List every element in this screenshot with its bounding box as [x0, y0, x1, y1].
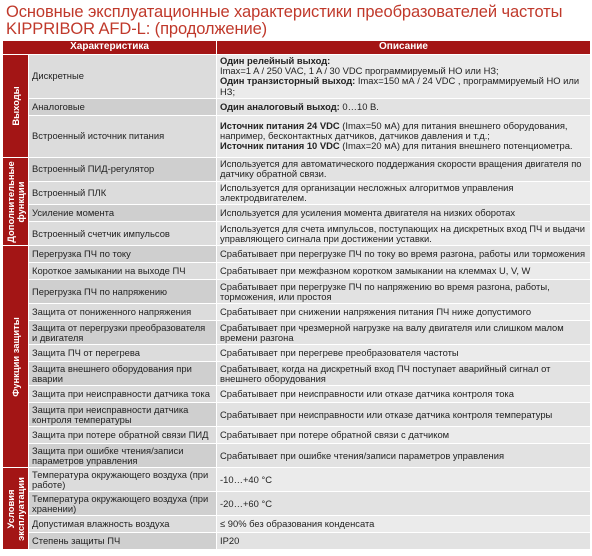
specs-table	[2, 40, 591, 550]
row-name: Перегрузка ПЧ по напряжению	[29, 280, 217, 304]
row-name: Температура окружающего воздуха (при хранении)	[29, 492, 217, 516]
header-description: Описание	[217, 41, 591, 55]
row-name: Защита при неисправности датчика тока	[29, 386, 217, 403]
row-desc: Срабатывает при ошибке чтения/записи параметров управления	[217, 444, 591, 468]
table-row	[3, 304, 591, 321]
row-desc: Используется для счета импульсов, поступающих на дискретных вход ПЧ и выдачи управляющего сигнала при достижении уставки.	[217, 222, 591, 246]
row-name: Защита внешнего оборудования при аварии	[29, 362, 217, 386]
group-label-extra-functions	[6, 161, 26, 242]
table-row	[3, 222, 591, 246]
row-desc: Срабатывает при перегрузке ПЧ по току во время разгона, работы или торможения	[217, 246, 591, 263]
header-characteristic: Характеристика	[3, 41, 217, 55]
table-row	[3, 516, 591, 533]
table-row	[3, 492, 591, 516]
row-name: Встроенный ПИД-регулятор	[29, 157, 217, 181]
table-row	[3, 468, 591, 492]
table-header-row	[3, 41, 591, 55]
group-label-line: Условия	[4, 489, 16, 529]
row-desc: Срабатывает, когда на дискретный вход ПЧ поступает аварийный сигнал от внешнего оборудования	[217, 362, 591, 386]
group-label-outputs: Выходы	[9, 86, 21, 126]
row-name: Степень защиты ПЧ	[29, 533, 217, 550]
table-row	[3, 115, 591, 157]
row-desc	[217, 55, 591, 99]
row-desc: -20…+60 °С	[217, 492, 591, 516]
table-row	[3, 205, 591, 222]
row-name: Защита от пониженного напряжения	[29, 304, 217, 321]
row-name: Перегрузка ПЧ по току	[29, 246, 217, 263]
row-desc: Срабатывает при потере обратной связи с датчиком	[217, 427, 591, 444]
group-label-protection: Функции защиты	[9, 316, 21, 397]
table-row	[3, 427, 591, 444]
group-label-line: функции	[14, 181, 26, 222]
table-row	[3, 321, 591, 345]
row-desc: Срабатывает при межфазном коротком замыкании на клеммах U, V, W	[217, 263, 591, 280]
table-row	[3, 280, 591, 304]
row-desc: Используется для усиления момента двигателя на низких оборотах	[217, 205, 591, 222]
row-desc-bold: Один аналоговый выход:	[220, 100, 340, 112]
table-row	[3, 362, 591, 386]
row-desc: Срабатывает при перегреве преобразователя частоты	[217, 345, 591, 362]
row-desc: Срабатывает при перегрузке ПЧ по напряжению во время разгона, работы, торможения, или простоя	[217, 280, 591, 304]
row-desc: Используется для автоматического поддержания скорости вращения двигателя по датчику обратной связи.	[217, 157, 591, 181]
page-title: Основные эксплуатационные характеристики преобразователей частоты KIPPRIBOR AFD-L: (продолжение)	[6, 3, 563, 38]
table-row	[3, 157, 591, 181]
row-name: Короткое замыкании на выходе ПЧ	[29, 263, 217, 280]
row-desc: Срабатывает при неисправности или отказе датчика контроля температуры	[217, 403, 591, 427]
row-name: Температура окружающего воздуха (при работе)	[29, 468, 217, 492]
row-desc: Используется для организации несложных алгоритмов управления электродвигателем.	[217, 181, 591, 204]
row-desc: Срабатывает при неисправности или отказе датчика контроля тока	[217, 386, 591, 403]
row-name: Дискретные	[29, 55, 217, 99]
row-desc: Срабатывает при снижении напряжения питания ПЧ ниже допустимого	[217, 304, 591, 321]
row-desc: -10…+40 °С	[217, 468, 591, 492]
group-extra-functions	[3, 157, 29, 245]
row-name: Защита от перегрузки преобразователя и двигателя	[29, 321, 217, 345]
row-desc-text: 0…10 В.	[339, 100, 379, 112]
row-desc: ≤ 90% без образования конденсата	[217, 516, 591, 533]
group-label-line: Дополнительные	[4, 160, 16, 243]
row-desc-bold: Источник питания 10 VDC	[220, 140, 340, 152]
row-desc-bold: Один транзисторный выход:	[220, 75, 356, 87]
row-name: Защита при потере обратной связи ПИД	[29, 427, 217, 444]
table-row	[3, 263, 591, 280]
row-name: Защита при ошибке чтения/записи параметров управления	[29, 444, 217, 468]
table-row	[3, 386, 591, 403]
table-row	[3, 98, 591, 115]
group-label-line: эксплуатации	[14, 476, 26, 541]
table-row	[3, 181, 591, 204]
row-desc	[217, 115, 591, 157]
row-name: Допустимая влажность воздуха	[29, 516, 217, 533]
row-name: Усиление момента	[29, 205, 217, 222]
table-row	[3, 345, 591, 362]
table-row	[3, 533, 591, 550]
row-name: Защита при неисправности датчика контроля температуры	[29, 403, 217, 427]
row-desc: IP20	[217, 533, 591, 550]
group-protection	[3, 246, 29, 468]
row-desc: Срабатывает при чрезмерной нагрузке на валу двигателя или слишком малом времени разгона	[217, 321, 591, 345]
row-name: Встроенный счетчик импульсов	[29, 222, 217, 246]
group-operating-conditions	[3, 468, 29, 550]
table-row	[3, 403, 591, 427]
row-desc-text: (Imax=20 мА) для питания внешнего потенциометра.	[339, 140, 573, 152]
row-desc-bold: Один релейный выход:	[220, 55, 331, 66]
row-name: Встроенный источник питания	[29, 115, 217, 157]
group-outputs	[3, 55, 29, 158]
row-name: Встроенный ПЛК	[29, 181, 217, 204]
row-desc-text: Imax=1 A / 250 VAC, 1 A / 30 VDC программируемый НО или НЗ;	[220, 65, 499, 77]
table-row	[3, 55, 591, 99]
row-name: Аналоговые	[29, 98, 217, 115]
row-desc	[217, 98, 591, 115]
group-label-operating-conditions	[6, 477, 26, 541]
row-name: Защита ПЧ от перегрева	[29, 345, 217, 362]
table-row	[3, 444, 591, 468]
row-desc-text: Imax=150 мА / 24 VDC , программируемый НО или НЗ;	[220, 75, 580, 97]
row-desc-text: (Imax=50 мА) для питания внешнего оборудования, например, бесконтактных датчиков, датчиков давления и т.д.;	[220, 120, 568, 142]
table-row	[3, 246, 591, 263]
row-desc-bold: Источник питания 24 VDC	[220, 120, 340, 131]
